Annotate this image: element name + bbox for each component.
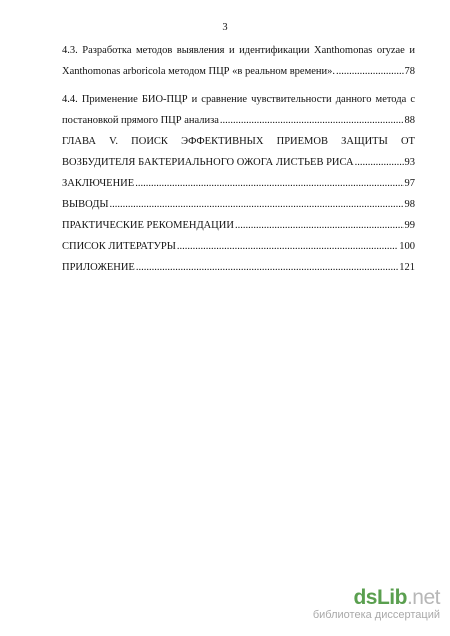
toc-entry-chapter-5[interactable] (62, 131, 415, 173)
toc-entry-conclusion[interactable] (62, 173, 415, 194)
toc-entry-findings[interactable] (62, 194, 415, 215)
leader-dots (135, 173, 403, 194)
toc-entry-text: ВОЗБУДИТЕЛЯ БАКТЕРИАЛЬНОГО ОЖОГА ЛИСТЬЕВ РИСА (62, 157, 354, 168)
leader-dots (336, 61, 403, 82)
toc-page-number: 88 (404, 115, 415, 126)
toc-entry-line (62, 152, 415, 173)
leader-dots (220, 110, 404, 131)
toc-entry-references[interactable] (62, 236, 415, 257)
leader-dots (177, 236, 398, 257)
toc-entry-text: ЗАКЛЮЧЕНИЕ (62, 178, 135, 189)
toc-entry-line (62, 61, 415, 82)
toc-entry-text: ВЫВОДЫ (62, 199, 109, 210)
watermark-brand (353, 586, 440, 610)
watermark-brand-name: dsLib (353, 586, 407, 609)
toc-entry-4-4[interactable] (62, 89, 415, 131)
leader-dots (136, 257, 398, 278)
chapter-word: ЗАЩИТЫ (341, 136, 388, 147)
toc-page-number: 99 (404, 220, 415, 231)
toc-entry-text: ПРАКТИЧЕСКИЕ РЕКОМЕНДАЦИИ (62, 220, 234, 231)
toc-page-number: 93 (404, 157, 415, 168)
watermark-tld: .net (406, 586, 440, 609)
leader-dots (355, 152, 404, 173)
chapter-word: ПОИСК (131, 136, 168, 147)
watermark-logo (280, 586, 440, 624)
toc-page-number: 97 (404, 178, 415, 189)
table-of-contents (62, 40, 415, 278)
leader-dots (110, 194, 404, 215)
toc-entry-text: 4.3. Разработка методов выявления и идентификации Xanthomonas oryzae и (62, 45, 415, 56)
toc-entry-line (62, 110, 415, 131)
toc-page-number: 100 (399, 241, 415, 252)
toc-entry-text: СПИСОК ЛИТЕРАТУРЫ (62, 241, 176, 252)
toc-page-number: 121 (399, 262, 415, 273)
toc-entry-text: Xanthomonas arboricola методом ПЦР «в реальном времени». (62, 66, 336, 77)
toc-page-number: 98 (404, 199, 415, 210)
page-number: 3 (222, 22, 228, 33)
leader-dots (235, 215, 404, 236)
chapter-word: ЭФФЕКТИВНЫХ (181, 136, 264, 147)
chapter-word: ОТ (400, 136, 415, 147)
toc-entry-appendix[interactable] (62, 257, 415, 278)
toc-entry-text: 4.4. Применение БИО-ПЦР и сравнение чувствительности данного метода с (62, 94, 415, 105)
watermark-subtitle: библиотека диссертаций (312, 609, 440, 621)
toc-entry-recommendations[interactable] (62, 215, 415, 236)
toc-page-number: 78 (404, 66, 415, 77)
toc-entry-4-3[interactable] (62, 40, 415, 82)
toc-entry-text (62, 131, 415, 152)
toc-entry-text: постановкой прямого ПЦР анализа (62, 115, 219, 126)
toc-entry-text: ПРИЛОЖЕНИЕ (62, 262, 135, 273)
chapter-word: ГЛАВА (62, 136, 96, 147)
chapter-word: V. (109, 136, 118, 147)
chapter-word: ПРИЕМОВ (276, 136, 328, 147)
